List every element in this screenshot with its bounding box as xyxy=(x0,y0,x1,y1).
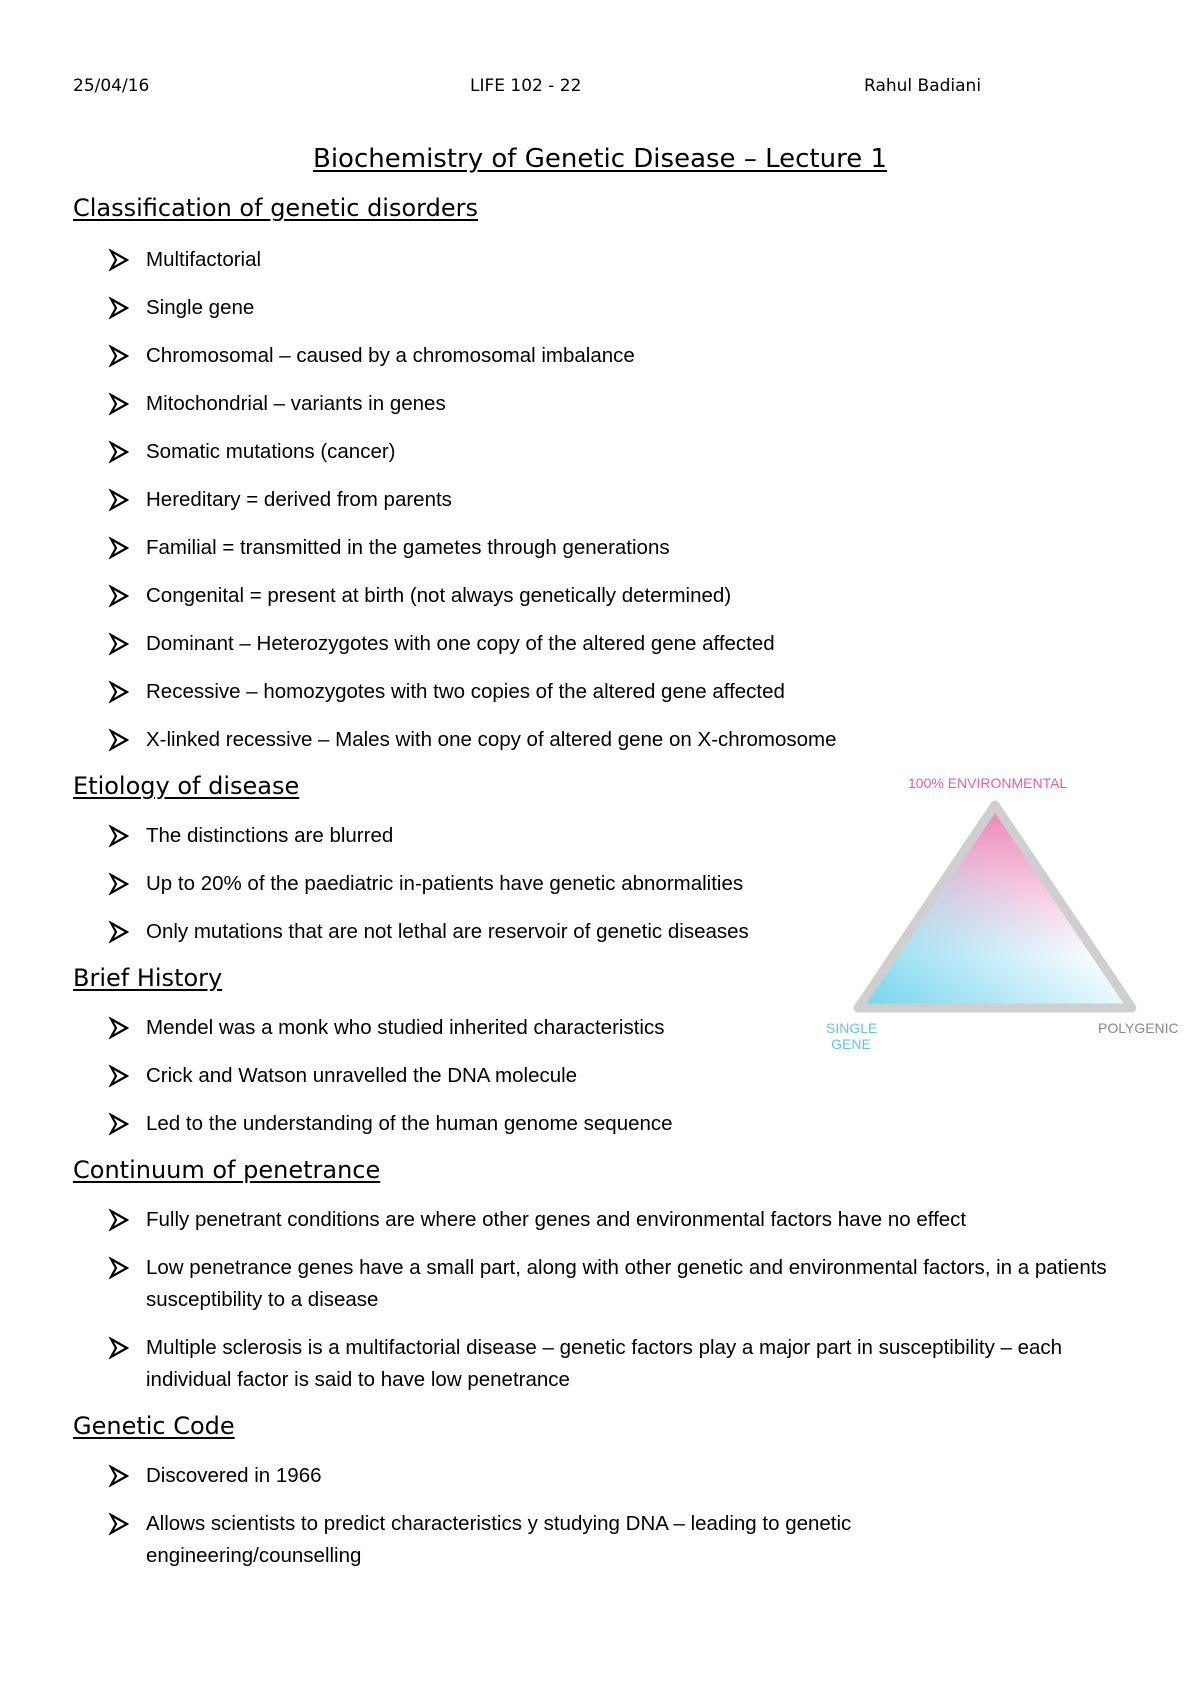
arrow-bullet-icon xyxy=(109,628,129,648)
header-date: 25/04/16 xyxy=(73,76,150,96)
penetrance-triangle-figure xyxy=(822,770,1182,1060)
arrow-bullet-icon xyxy=(109,244,129,264)
arrow-bullet-icon xyxy=(109,1204,129,1224)
arrow-bullet-icon xyxy=(109,580,129,600)
label-single-gene: SINGLE GENE xyxy=(826,1020,878,1052)
page-title: Biochemistry of Genetic Disease – Lecture 1 xyxy=(313,144,887,174)
section-heading-penetrance: Continuum of penetrance xyxy=(73,1156,381,1184)
arrow-bullet-icon xyxy=(109,868,129,888)
arrow-bullet-icon xyxy=(109,292,129,312)
arrow-bullet-icon xyxy=(109,1252,129,1272)
arrow-bullet-icon xyxy=(109,340,129,360)
section-heading-etiology: Etiology of disease xyxy=(73,772,300,800)
section-heading-classification: Classification of genetic disorders xyxy=(73,194,478,222)
arrow-bullet-icon xyxy=(109,1012,129,1032)
arrow-bullet-icon xyxy=(109,1108,129,1128)
section-heading-genetic-code: Genetic Code xyxy=(73,1412,235,1440)
arrow-bullet-icon xyxy=(109,676,129,696)
label-polygenic: POLYGENIC xyxy=(1098,1020,1179,1036)
label-environmental: 100% ENVIRONMENTAL xyxy=(908,775,1068,791)
triangle-diagram xyxy=(822,770,1182,1060)
arrow-bullet-icon xyxy=(109,916,129,936)
arrow-bullet-icon xyxy=(109,436,129,456)
header-author: Rahul Badiani xyxy=(864,76,982,96)
arrow-bullet-icon xyxy=(109,484,129,504)
arrow-bullet-icon xyxy=(109,820,129,840)
arrow-bullet-icon xyxy=(109,724,129,744)
arrow-bullet-icon xyxy=(109,388,129,408)
arrow-bullet-icon xyxy=(109,1060,129,1080)
arrow-bullet-icon xyxy=(109,1460,129,1480)
section-heading-history: Brief History xyxy=(73,964,223,992)
triangle-single-gene-gradient xyxy=(858,805,1132,1008)
arrow-bullet-icon xyxy=(109,1332,129,1352)
arrow-bullet-icon xyxy=(109,1508,129,1528)
header-course: LIFE 102 - 22 xyxy=(470,76,582,96)
arrow-bullet-icon xyxy=(109,532,129,552)
